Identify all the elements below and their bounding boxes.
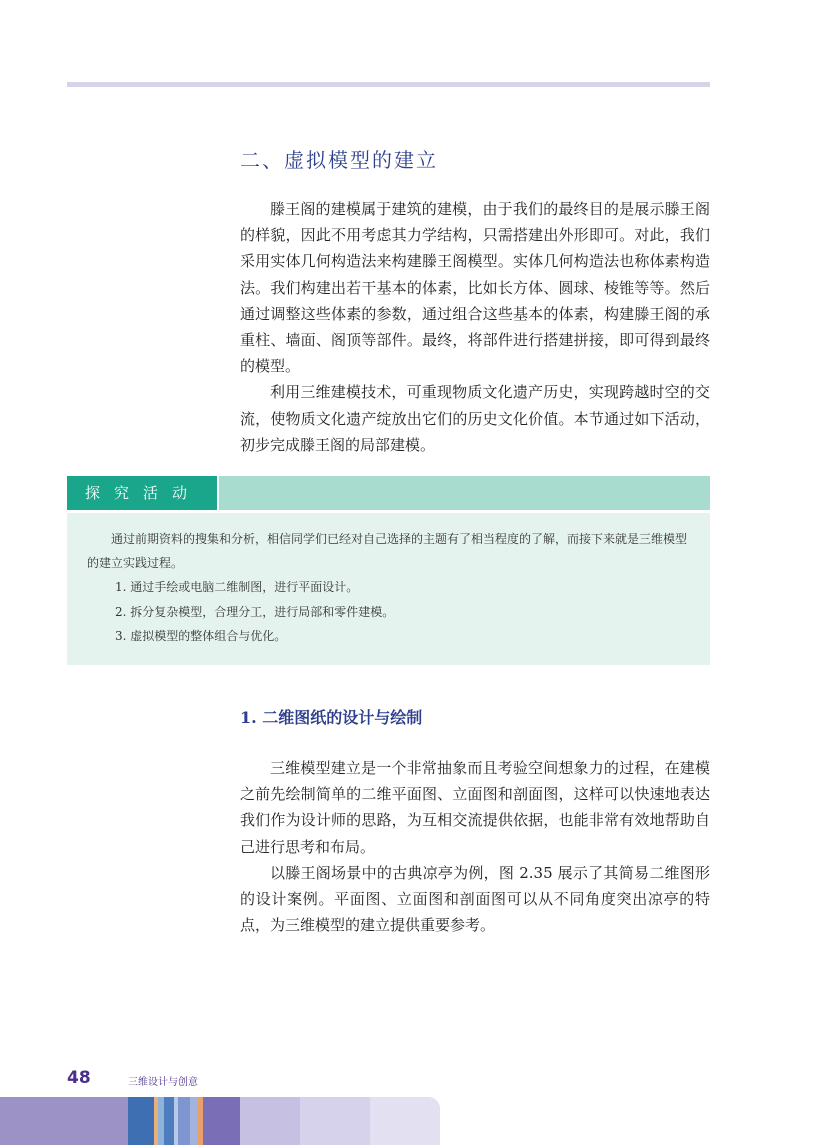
activity-divider [217,476,219,510]
intro-text [240,196,710,458]
activity-step-2: 2. 拆分复杂模型，合理分工，进行局部和零件建模。 [115,604,395,619]
activity-step-1: 1. 通过手绘或电脑二维制图，进行平面设计。 [115,580,359,594]
activity-intro: 通过前期资料的搜集和分析，相信同学们已经对自己选择的主题有了相当程度的了解，而接下来就是三维模型的建立实践过程。 [87,532,688,570]
activity-box [67,513,710,665]
practice-paragraph-2: 以滕王阁场景中的古典凉亭为例，图 2.35 展示了其简易二维图形的设计案例。平面图、立面图和剖面图可以从不同角度突出凉亭的特点，为三维模型的建立提供重要参考。 [240,863,710,935]
section-title: 二、虚拟模型的建立 [240,148,438,172]
intro-paragraph-1: 滕王阁的建模属于建筑的建模，由于我们的最终目的是展示滕王阁的样貌，因此不用考虑其力学结构，只需搭建出外形即可。对此，我们采用实体几何构造法来构建滕王阁模型。实体几何构造法也称体素构造法。我们构建出若干基本的体素，比如长方体、圆球、棱锥等等。然后通过调整这些体素的参数，通过组合这些基本的体素，构建滕王阁的承重柱、墙面、阁顶等部件。最终，将部件进行搭建拼接，即可得到最终的模型。 [240,200,710,376]
practice-paragraph-1: 三维模型建立是一个非常抽象而且考验空间想象力的过程，在建模之前先绘制简单的二维平面图、立面图和剖面图，这样可以快速地表达我们作为设计师的思路，为互相交流提供依据，也能非常有效地帮助自己进行思考和布局。 [240,759,710,856]
footer-decoration [0,1097,440,1145]
activity-steps [115,575,394,649]
header-rule [67,82,710,87]
activity-header [67,476,710,510]
book-title: 三维设计与创意 [128,1077,198,1088]
page-number: 48 [67,1068,91,1088]
activity-label: 探究活动 [67,476,217,510]
intro-paragraph-2: 利用三维建模技术，可重现物质文化遗产历史，实现跨越时空的交流，使物质文化遗产绽放出它们的历史文化价值。本节通过如下活动，初步完成滕王阁的局部建模。 [240,383,710,454]
subsection-title: 1. 二维图纸的设计与绘制 [240,708,423,727]
practice-text [240,755,710,938]
activity-step-3: 3. 虚拟模型的整体组合与优化。 [115,629,287,643]
